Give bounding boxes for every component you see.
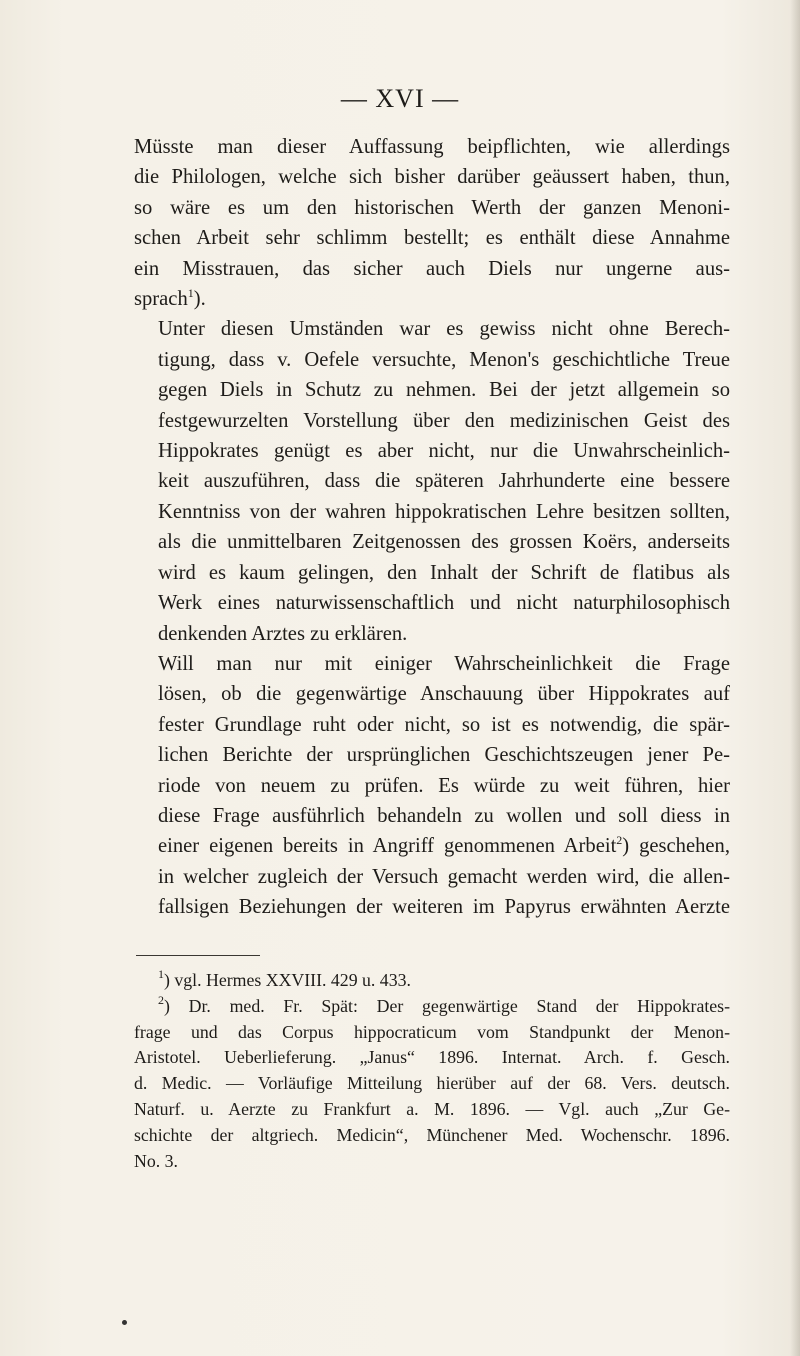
- text-line: schen Arbeit sehr schlimm bestellt; es enthält diese Annahme: [134, 227, 730, 250]
- footnote-line: Naturf. u. Aerzte zu Frankfurt a. M. 1896. — Vgl. auch „Zur Ge-: [134, 1098, 730, 1119]
- text-line: in welcher zugleich der Versuch gemacht werden wird, die allen-: [158, 865, 730, 888]
- body-text: [134, 132, 730, 923]
- footnote-line: frage und das Corpus hippocraticum vom Standpunkt der Menon-: [134, 1021, 730, 1042]
- footnote-line: schichte der altgriech. Medicin“, Münchener Med. Wochenschr. 1896.: [134, 1124, 730, 1145]
- footnote-line: Aristotel. Ueberlieferung. „Janus“ 1896. Internat. Arch. f. Gesch.: [134, 1047, 730, 1068]
- text-fragment: einer eigenen bereits in Angriff genommenen Arbeit: [158, 835, 617, 858]
- text-line: diese Frage ausführlich behandeln zu wollen und soll diess in: [158, 804, 730, 827]
- text-line: Will man nur mit einiger Wahrscheinlichkeit die Frage: [158, 652, 730, 675]
- paragraph-3: [134, 649, 730, 923]
- paragraph-1: [134, 132, 730, 314]
- text-line: [134, 831, 730, 861]
- footnotes: [134, 968, 730, 1174]
- text-line: als die unmittelbaren Zeitgenossen des grossen Koërs, anderseits: [158, 531, 730, 554]
- footnote-2: [134, 994, 730, 1175]
- page-edge-shadow: [790, 0, 800, 1356]
- text-fragment: ) geschehen,: [622, 835, 730, 858]
- text-line: fallsigen Beziehungen der weiteren im Papyrus erwähnten Aerzte: [158, 896, 730, 919]
- footnote-paren: ): [164, 995, 189, 1016]
- text-line: [134, 284, 730, 314]
- footnote-line: [134, 994, 730, 1020]
- text-fragment: ).: [193, 288, 206, 311]
- text-line: Hippokrates genügt es aber nicht, nur die Unwahrscheinlich-: [158, 440, 730, 463]
- footnote-line: d. Medic. — Vorläufige Mitteilung hierüber auf der 68. Vers. deutsch.: [134, 1073, 730, 1094]
- text-line: fester Grundlage ruht oder nicht, so ist es notwendig, die spär-: [158, 713, 730, 736]
- footnote-ref-2[interactable]: 2: [616, 833, 623, 848]
- text-line: riode von neuem zu prüfen. Es würde zu weit führen, hier: [158, 774, 730, 797]
- text-line: Kenntniss von der wahren hippokratischen Lehre besitzen sollten,: [158, 500, 730, 523]
- text-fragment: sprach: [134, 288, 188, 311]
- text-line: so wäre es um den historischen Werth der ganzen Menoni-: [134, 196, 730, 219]
- text-line: ein Misstrauen, das sicher auch Diels nur ungerne aus-: [134, 257, 730, 280]
- paragraph-2: [134, 314, 730, 648]
- text-line: Müsste man dieser Auffassung beipflichten, wie allerdings: [134, 136, 730, 158]
- footnote-separator: [136, 955, 260, 956]
- footnote-paren: ): [164, 970, 175, 990]
- text-line: lösen, ob die gegenwärtige Anschauung über Hippokrates auf: [158, 683, 730, 706]
- footnote-line: No. 3.: [134, 1150, 178, 1171]
- footnote-line: [134, 968, 730, 994]
- footnote-ref-1[interactable]: 1: [187, 286, 194, 301]
- text-fragment: vgl. Hermes XXVIII. 429 u. 433.: [174, 970, 411, 990]
- footnote-marker: 1: [158, 967, 164, 981]
- text-line: gegen Diels in Schutz zu nehmen. Bei der jetzt allgemein so: [158, 379, 730, 402]
- text-line: wird es kaum gelingen, den Inhalt der Schrift de flatibus als: [158, 561, 730, 584]
- page-header: — XVI —: [340, 84, 460, 113]
- text-fragment: Dr. med. Fr. Spät: Der gegenwärtige Stand der Hippokrates-: [188, 995, 731, 1016]
- footnote-1: [134, 968, 730, 994]
- text-line: tigung, dass v. Oefele versuchte, Menon's geschichtliche Treue: [158, 348, 730, 371]
- text-line: keit auszuführen, dass die späteren Jahrhunderte eine bessere: [158, 470, 730, 493]
- text-line: Unter diesen Umständen war es gewiss nicht ohne Berech-: [158, 318, 730, 341]
- text-line: Werk eines naturwissenschaftlich und nicht naturphilosophisch: [158, 592, 730, 615]
- text-line: lichen Berichte der ursprünglichen Geschichtszeugen jener Pe-: [158, 744, 730, 767]
- text-line: die Philologen, welche sich bisher darüber geäussert haben, thun,: [134, 166, 730, 189]
- stray-ink-dot: [122, 1320, 127, 1325]
- text-line: festgewurzelten Vorstellung über den medizinischen Geist des: [158, 409, 730, 432]
- text-line: denkenden Arztes zu erklären.: [158, 622, 408, 645]
- footnote-marker: 2: [158, 992, 164, 1007]
